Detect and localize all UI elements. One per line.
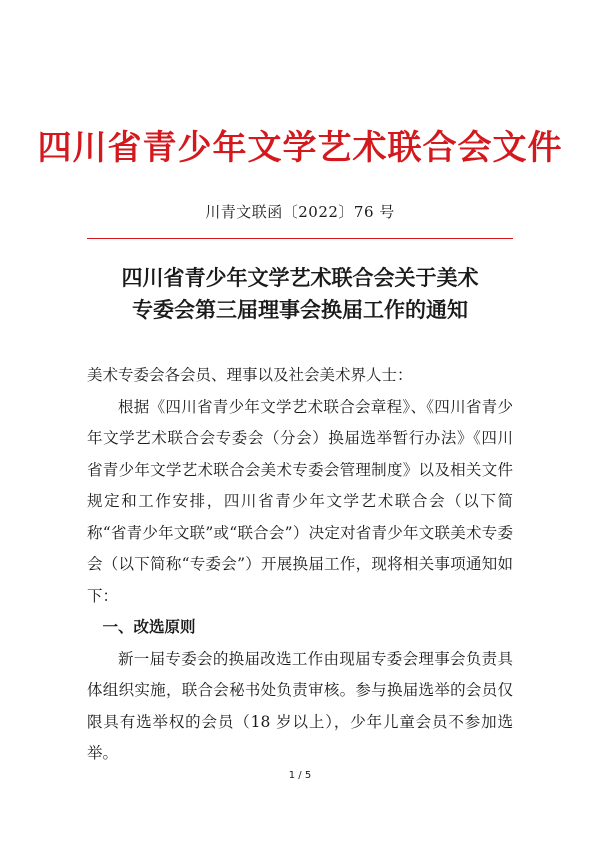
notice-title	[60, 262, 540, 326]
intro-paragraph: 根据《四川省青少年文学艺术联合会章程》、《四川省青少年文学艺术联合会专委会（分会）换届选举暂行办法》《四川省青少年文学艺术联合会美术专委会管理制度》以及相关文件规定和工作安排，四川省青少年文学艺术联合会（以下简称“省青少年文联”或“联合会”）决定对省青少年文联美术专委会（以下简称“专委会”）开展换届工作，现将相关事项通知如下：	[87, 397, 513, 605]
notice-title-line-2: 专委会第三届理事会换届工作的通知	[132, 297, 468, 322]
salutation: 美术专委会各会员、理事以及社会美术界人士：	[87, 366, 413, 384]
red-divider	[87, 238, 513, 239]
section-paragraph-1: 新一届专委会的换届改选工作由现届专委会理事会负责具体组织实施，联合会秘书处负责审核。参与换届选举的会员仅限具有选举权的会员（18 岁以上），少年儿童会员不参加选举。	[87, 649, 513, 762]
section-heading-1: 一、改选原则	[102, 618, 196, 636]
page-number: 1 / 5	[288, 770, 312, 781]
notice-title-line-1: 四川省青少年文学艺术联合会关于美术	[121, 265, 479, 290]
notice-body	[87, 360, 513, 770]
document-number: 川青文联函〔2022〕76 号	[205, 203, 395, 221]
document-header-title: 四川省青少年文学艺术联合会文件	[37, 128, 563, 168]
